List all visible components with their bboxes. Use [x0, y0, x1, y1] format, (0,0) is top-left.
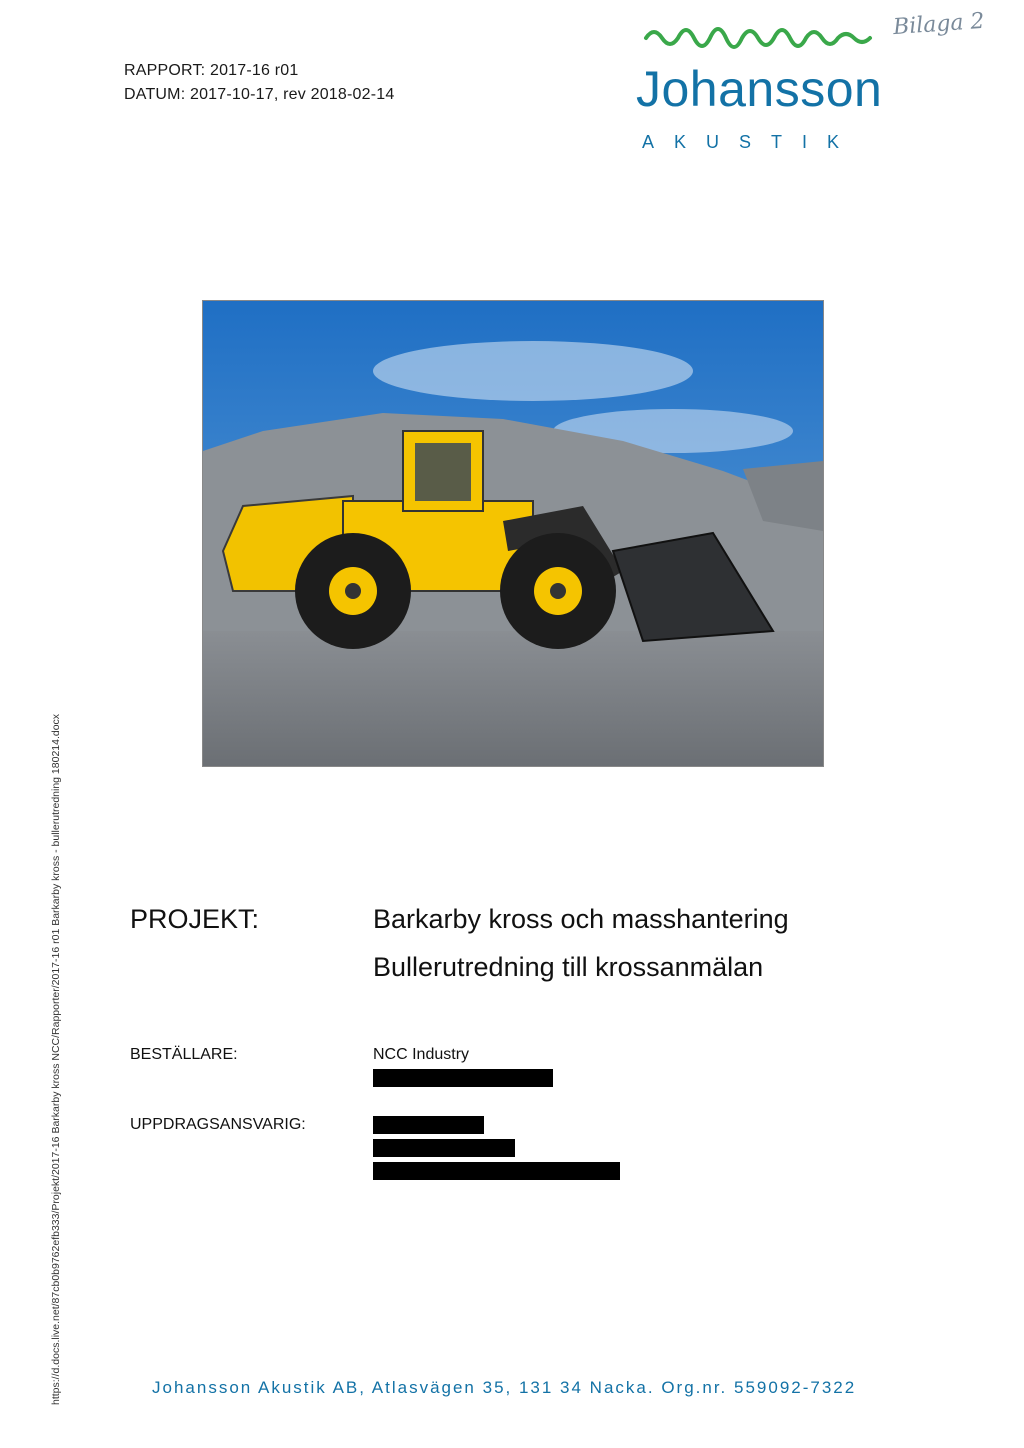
wheel-loader-photo	[202, 300, 824, 767]
handwritten-appendix-note: Bilaga 2	[892, 8, 986, 41]
redaction-bar	[373, 1069, 553, 1087]
redaction-bar	[373, 1139, 515, 1157]
logo-subtitle: AKUSTIK	[642, 132, 860, 152]
responsible-label: UPPDRAGSANSVARIG:	[130, 1116, 306, 1133]
redaction-bar	[373, 1162, 620, 1180]
client-name: NCC Industry	[373, 1046, 470, 1063]
report-date: DATUM: 2017-10-17, rev 2018-02-14	[124, 86, 395, 103]
project-label: PROJEKT:	[130, 904, 260, 934]
project-subtitle: Bullerutredning till krossanmälan	[373, 952, 764, 982]
project-title: Barkarby kross och masshantering	[373, 904, 789, 934]
wheel-loader-image	[203, 301, 823, 766]
company-footer: Johansson Akustik AB, Atlasvägen 35, 131 34 Nacka. Org.nr. 559092-7322	[152, 1378, 857, 1397]
file-path: https://d.docs.live.net/87cb0b9762efb333/Projekt/2017-16 Barkarby kross NCC/Rapporter/2017-16 r01 Barkarby kross - bullerutredning 180214.docx	[50, 713, 62, 1405]
redaction-bar	[373, 1116, 484, 1134]
sound-wave-icon	[642, 20, 882, 56]
client-label: BESTÄLLARE:	[130, 1046, 238, 1063]
company-logo	[630, 14, 910, 154]
logo-name: Johansson	[636, 61, 883, 117]
report-number: RAPPORT: 2017-16 r01	[124, 62, 299, 79]
